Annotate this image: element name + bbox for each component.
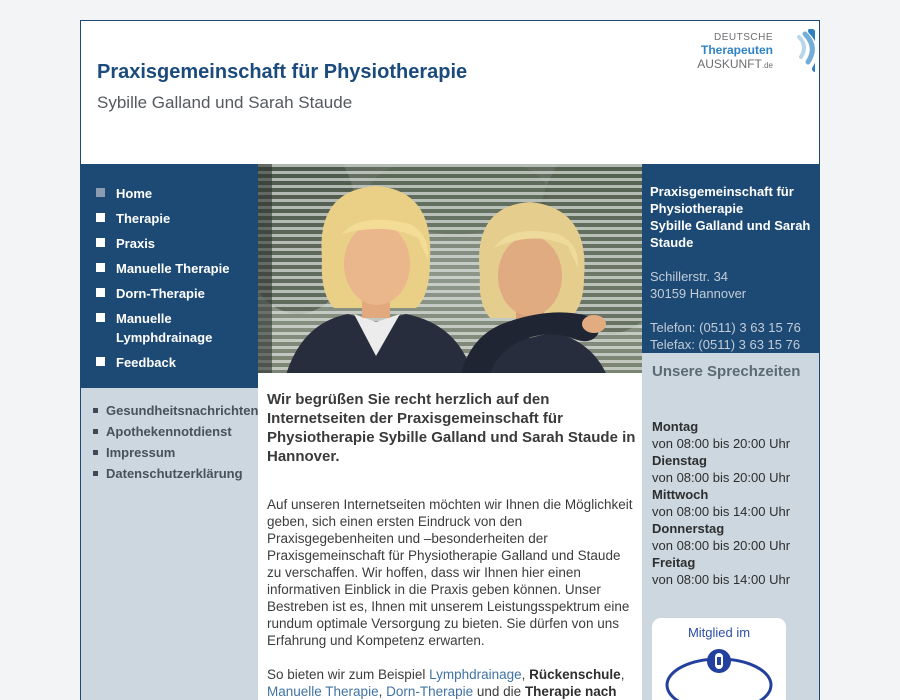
- office-hours-entry: Montag von 08:00 bis 20:00 Uhr: [652, 419, 791, 451]
- office-hours-entry: Freitag von 08:00 bis 14:00 Uhr: [652, 555, 791, 587]
- link-lymphdrainage[interactable]: Lymphdrainage: [429, 667, 522, 682]
- page-container: [80, 20, 820, 700]
- logo-line-deutsche: DEUTSCHE: [713, 32, 773, 44]
- right-column: [642, 164, 819, 700]
- nav-item-manuelle-lymphdrainage[interactable]: Manuelle Lymphdrainage: [96, 309, 252, 347]
- member-badge-label: Mitglied im: [687, 625, 751, 640]
- bullet-icon: [96, 188, 105, 197]
- submenu-item-datenschutzerklaerung[interactable]: Datenschutzerklärung: [93, 465, 254, 482]
- contact-info-panel: [642, 164, 819, 353]
- city: 30159 Hannover: [650, 286, 747, 301]
- center-column: [258, 164, 642, 700]
- main-content: [258, 373, 642, 700]
- bullet-icon: [96, 288, 105, 297]
- bold-therapie-nach: Therapie nach: [524, 684, 617, 699]
- bullet-icon: [93, 429, 98, 434]
- services-paragraph: So bieten wir zum Beispiel Lymphdrainage, Rückenschule, Manuelle Therapie, Dorn-Therapie und die Therapie nach: [267, 667, 625, 699]
- submenu-item-gesundheitsnachrichten[interactable]: Gesundheitsnachrichten: [93, 402, 254, 419]
- nav-item-dorn-therapie[interactable]: Dorn-Therapie: [96, 284, 252, 303]
- bullet-icon: [96, 213, 105, 222]
- practice-name: Praxisgemeinschaft für Physiotherapie: [650, 184, 794, 216]
- two-therapists-photo: [258, 164, 642, 373]
- bullet-icon: [93, 471, 98, 476]
- bullet-icon: [93, 408, 98, 413]
- nav-item-home[interactable]: Home: [96, 184, 252, 203]
- main-columns: [81, 164, 819, 700]
- therapeuten-auskunft-logo: [697, 29, 815, 75]
- link-dorn-therapie[interactable]: Dorn-Therapie: [386, 684, 474, 699]
- practice-photo: [258, 164, 642, 373]
- bullet-icon: [96, 313, 105, 322]
- secondary-navigation: [81, 388, 258, 700]
- logo-line-auskunft: AUSKUNFT.de: [697, 56, 773, 71]
- office-hours-entry: Donnerstag von 08:00 bis 20:00 Uhr: [652, 521, 791, 553]
- intro-paragraph: Auf unseren Internetseiten möchten wir Ihnen die Möglichkeit geben, sich einen ersten Eindruck von den Praxisgegebenheiten und –besonderheiten der Praxisgemeinschaft für Physiotherapie Galland und Staude zu verschaffen. Wir hoffen, dass wir Ihnen hier einen informativen Einblick in die Praxis geben können. Unser Bestreben ist es, Ihnen mit unserem Leistungsspektrum eine rundum optimale Versorgung zu bieten. Sie dürfen von uns Erfahrung und Kompetenz erwarten.: [267, 497, 633, 648]
- bullet-icon: [96, 357, 105, 366]
- member-badge[interactable]: [652, 618, 786, 700]
- practice-owners: Sybille Galland und Sarah Staude: [650, 218, 811, 250]
- office-hours-entry: Mittwoch von 08:00 bis 14:00 Uhr: [652, 487, 791, 519]
- link-manuelle-therapie[interactable]: Manuelle Therapie: [267, 684, 379, 699]
- submenu-item-impressum[interactable]: Impressum: [93, 444, 254, 461]
- office-hours-panel: [642, 353, 819, 700]
- page-subtitle: Sybille Galland und Sarah Staude: [97, 93, 353, 112]
- main-navigation: [81, 164, 258, 388]
- practice-phones: [650, 319, 811, 353]
- practice-address: [650, 268, 811, 302]
- office-hours-title: Unsere Sprechzeiten: [652, 363, 801, 380]
- office-hours-entry: Dienstag von 08:00 bis 20:00 Uhr: [652, 453, 791, 485]
- member-badge-logo-icon: [659, 643, 779, 700]
- submenu-item-apothekennotdienst[interactable]: Apothekennotdienst: [93, 423, 254, 440]
- page-title: Praxisgemeinschaft für Physiotherapie: [97, 61, 468, 83]
- welcome-intro: Wir begrüßen Sie recht herzlich auf den Internetseiten der Praxisgemeinschaft für Physiotherapie Sybille Galland und Sarah Staude in Hannover.: [267, 391, 636, 465]
- bullet-icon: [96, 238, 105, 247]
- nav-item-praxis[interactable]: Praxis: [96, 234, 252, 253]
- fax: Telefax: (0511) 3 63 15 76: [650, 337, 801, 352]
- street: Schillerstr. 34: [650, 269, 729, 284]
- nav-item-manuelle-therapie[interactable]: Manuelle Therapie: [96, 259, 252, 278]
- nav-item-therapie[interactable]: Therapie: [96, 209, 252, 228]
- phone: Telefon: (0511) 3 63 15 76: [650, 320, 801, 335]
- bold-rueckenschule: Rückenschule: [529, 667, 621, 682]
- header: [81, 21, 819, 164]
- bullet-icon: [96, 263, 105, 272]
- logo-arcs-icon: [777, 29, 815, 75]
- logo-line-therapeuten: Therapeuten: [700, 42, 773, 57]
- left-column: [81, 164, 258, 700]
- nav-item-feedback[interactable]: Feedback: [96, 353, 252, 372]
- bullet-icon: [93, 450, 98, 455]
